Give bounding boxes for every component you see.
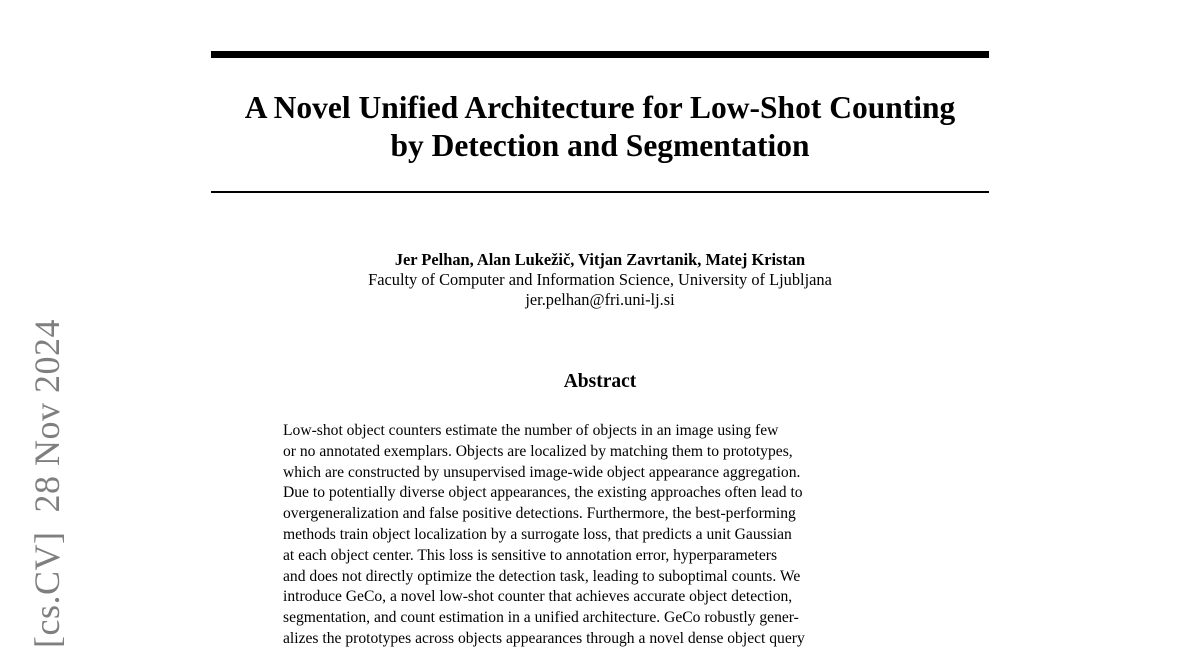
author-affiliation: Faculty of Computer and Information Science, University of Ljubljana — [368, 270, 832, 289]
title-bottom-rule — [211, 191, 989, 193]
title-top-rule — [211, 51, 989, 58]
abstract-line: segmentation, and count estimation in a unified architecture. GeCo robustly gener- — [283, 609, 799, 627]
arxiv-date: 28 Nov 2024 — [27, 319, 67, 513]
author-email: jer.pelhan@fri.uni-lj.si — [525, 290, 675, 309]
abstract-line: Low-shot object counters estimate the number of objects in an image using few — [283, 422, 779, 439]
abstract-heading: Abstract — [563, 371, 637, 392]
abstract-line: which are constructed by unsupervised image-wide object appearance aggregation. — [283, 463, 801, 481]
abstract-line: alizes the prototypes across objects appearances through a novel dense object query — [283, 629, 805, 647]
abstract-line: overgeneralization and false positive detections. Furthermore, the best-performing — [283, 505, 796, 523]
abstract-line: or no annotated exemplars. Objects are localized by matching them to prototypes, — [283, 442, 793, 460]
abstract-line: at each object center. This loss is sensitive to annotation error, hyperparameters — [283, 546, 778, 564]
abstract-body — [283, 421, 923, 650]
paper-title-line-2: by Detection and Segmentation — [390, 128, 810, 163]
arxiv-side-stamp — [24, 319, 70, 648]
paper-title-line-1: A Novel Unified Architecture for Low-Shot Counting — [244, 90, 956, 125]
abstract-line: and does not directly optimize the detection task, leading to suboptimal counts. We — [283, 567, 801, 585]
abstract-line: methods train object localization by a surrogate loss, that predicts a unit Gaussian — [283, 525, 792, 543]
abstract-line: Due to potentially diverse object appearances, the existing approaches often lead to — [283, 484, 803, 502]
arxiv-category: [cs.CV] — [27, 531, 67, 648]
author-block — [211, 250, 989, 310]
paper-title — [211, 89, 989, 165]
abstract-line: introduce GeCo, a novel low-shot counter that achieves accurate object detection, — [283, 588, 793, 606]
author-names: Jer Pelhan, Alan Lukežič, Vitjan Zavrtanik, Matej Kristan — [394, 250, 806, 269]
